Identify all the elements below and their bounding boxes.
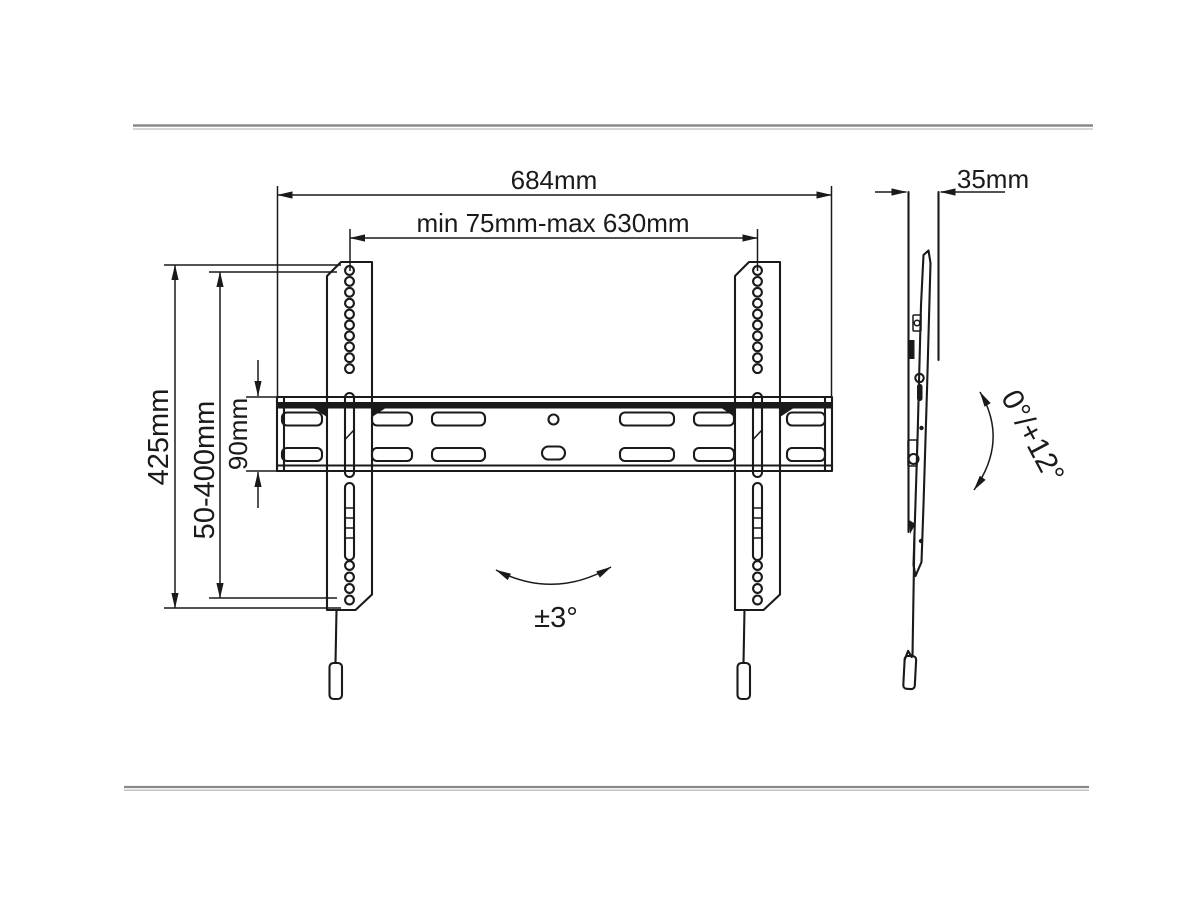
- rail-slots-top-row: [282, 413, 825, 426]
- dim-plate-depth: [875, 164, 1029, 194]
- tilt-range-label: 0°/+12°: [994, 384, 1071, 489]
- left-tv-bracket: [327, 262, 372, 699]
- rail-top-fold: [277, 402, 832, 409]
- mount-hole-height-label: 50-400mm: [189, 400, 221, 540]
- right-tv-bracket: [735, 262, 780, 699]
- side-pull-cord: [903, 532, 916, 689]
- total-width-label: 684mm: [510, 165, 598, 195]
- front-view: [143, 165, 832, 699]
- level-adjustment-annotation: [496, 567, 611, 634]
- rail-center-slot: [542, 447, 565, 460]
- mount-hole-width-label: min 75mm-max 630mm: [416, 208, 690, 238]
- side-view: [875, 164, 1070, 689]
- dim-rail-height: [223, 360, 278, 508]
- dim-total-width: [278, 165, 832, 396]
- plate-depth-label: 35mm: [956, 164, 1030, 194]
- rail-center-hole: [549, 415, 559, 425]
- level-adjustment-label: ±3°: [534, 602, 578, 634]
- bottom-page-rule: [124, 787, 1089, 790]
- tilt-range-annotation: [974, 385, 1070, 490]
- side-bracket-profile: [914, 251, 931, 577]
- bracket-height-label: 425mm: [143, 388, 175, 486]
- top-page-rule: [133, 126, 1093, 130]
- dim-mount-hole-height: [189, 272, 337, 598]
- dim-mount-hole-width: [350, 208, 758, 271]
- wall-rail: [277, 397, 832, 471]
- rail-height-label: 90mm: [223, 397, 253, 471]
- rail-slots-bottom-row: [282, 447, 825, 462]
